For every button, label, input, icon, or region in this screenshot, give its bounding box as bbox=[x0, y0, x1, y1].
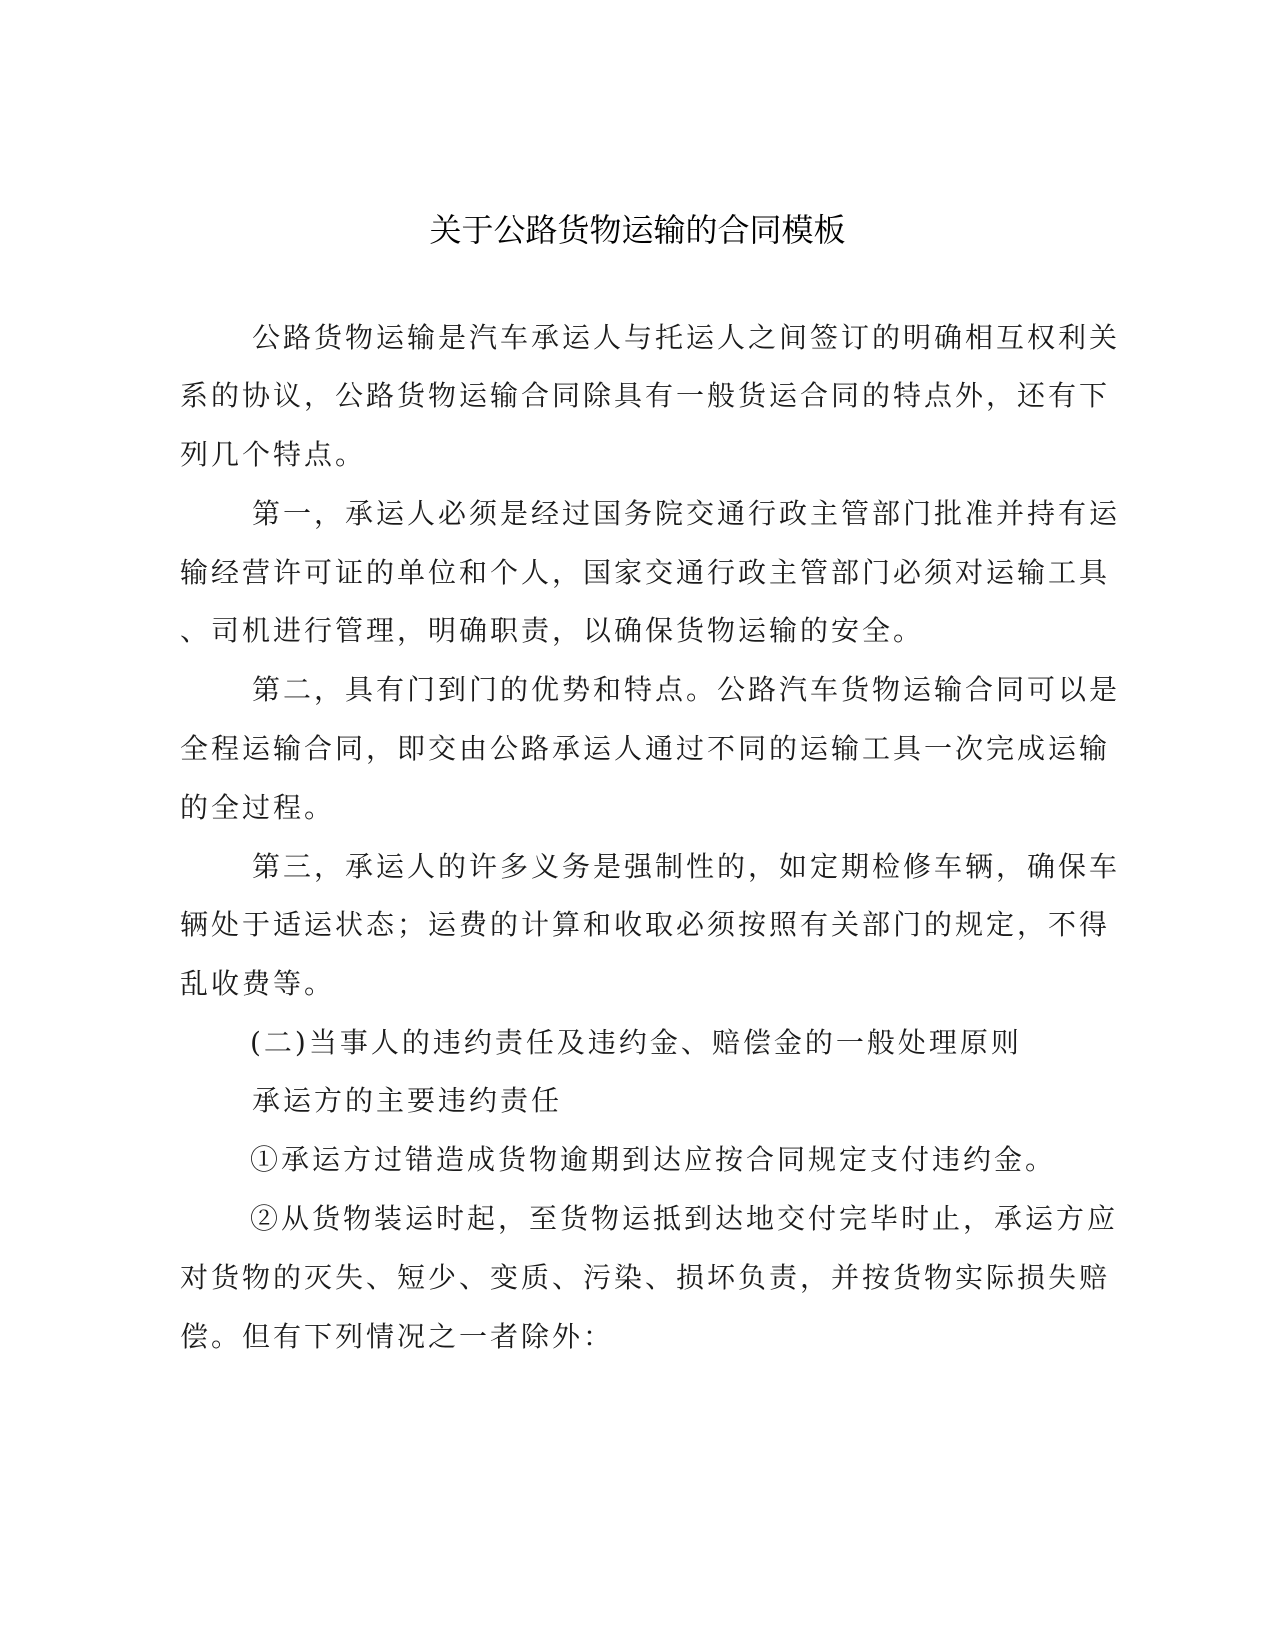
paragraph-line: 对货物的灭失、短少、变质、污染、损坏负责，并按货物实际损失赔 bbox=[180, 1261, 1111, 1294]
paragraph-line: 、司机进行管理，明确职责，以确保货物运输的安全。 bbox=[180, 614, 925, 647]
paragraph-line: 系的协议，公路货物运输合同除具有一般货运合同的特点外，还有下 bbox=[180, 379, 1111, 412]
paragraph-line: 列几个特点。 bbox=[180, 438, 367, 471]
paragraph-line: 公路货物运输是汽车承运人与托运人之间签订的明确相互权利关 bbox=[252, 321, 1121, 354]
section-heading: (二)当事人的违约责任及违约金、赔偿金的一般处理原则 bbox=[250, 1026, 1022, 1059]
paragraph-line: 的全过程。 bbox=[180, 791, 336, 824]
paragraph-line: 输经营许可证的单位和个人，国家交通行政主管部门必须对运输工具 bbox=[180, 556, 1111, 589]
document-title: 关于公路货物运输的合同模板 bbox=[429, 211, 846, 249]
list-item: ①承运方过错造成货物逾期到达应按合同规定支付违约金。 bbox=[250, 1143, 1057, 1176]
list-item: ②从货物装运时起，至货物运抵到达地交付完毕时止，承运方应 bbox=[250, 1202, 1119, 1235]
paragraph-line: 第三，承运人的许多义务是强制性的，如定期检修车辆，确保车 bbox=[252, 850, 1121, 883]
paragraph-line: 第一，承运人必须是经过国务院交通行政主管部门批准并持有运 bbox=[252, 497, 1121, 530]
paragraph-line: 乱收费等。 bbox=[180, 967, 336, 1000]
paragraph-line: 辆处于适运状态；运费的计算和收取必须按照有关部门的规定，不得 bbox=[180, 908, 1111, 941]
paragraph-line: 第二，具有门到门的优势和特点。公路汽车货物运输合同可以是 bbox=[252, 673, 1121, 706]
paragraph-line: 偿。但有下列情况之一者除外： bbox=[180, 1320, 615, 1353]
paragraph-line: 全程运输合同，即交由公路承运人通过不同的运输工具一次完成运输 bbox=[180, 732, 1111, 765]
subsection-heading: 承运方的主要违约责任 bbox=[252, 1084, 563, 1117]
